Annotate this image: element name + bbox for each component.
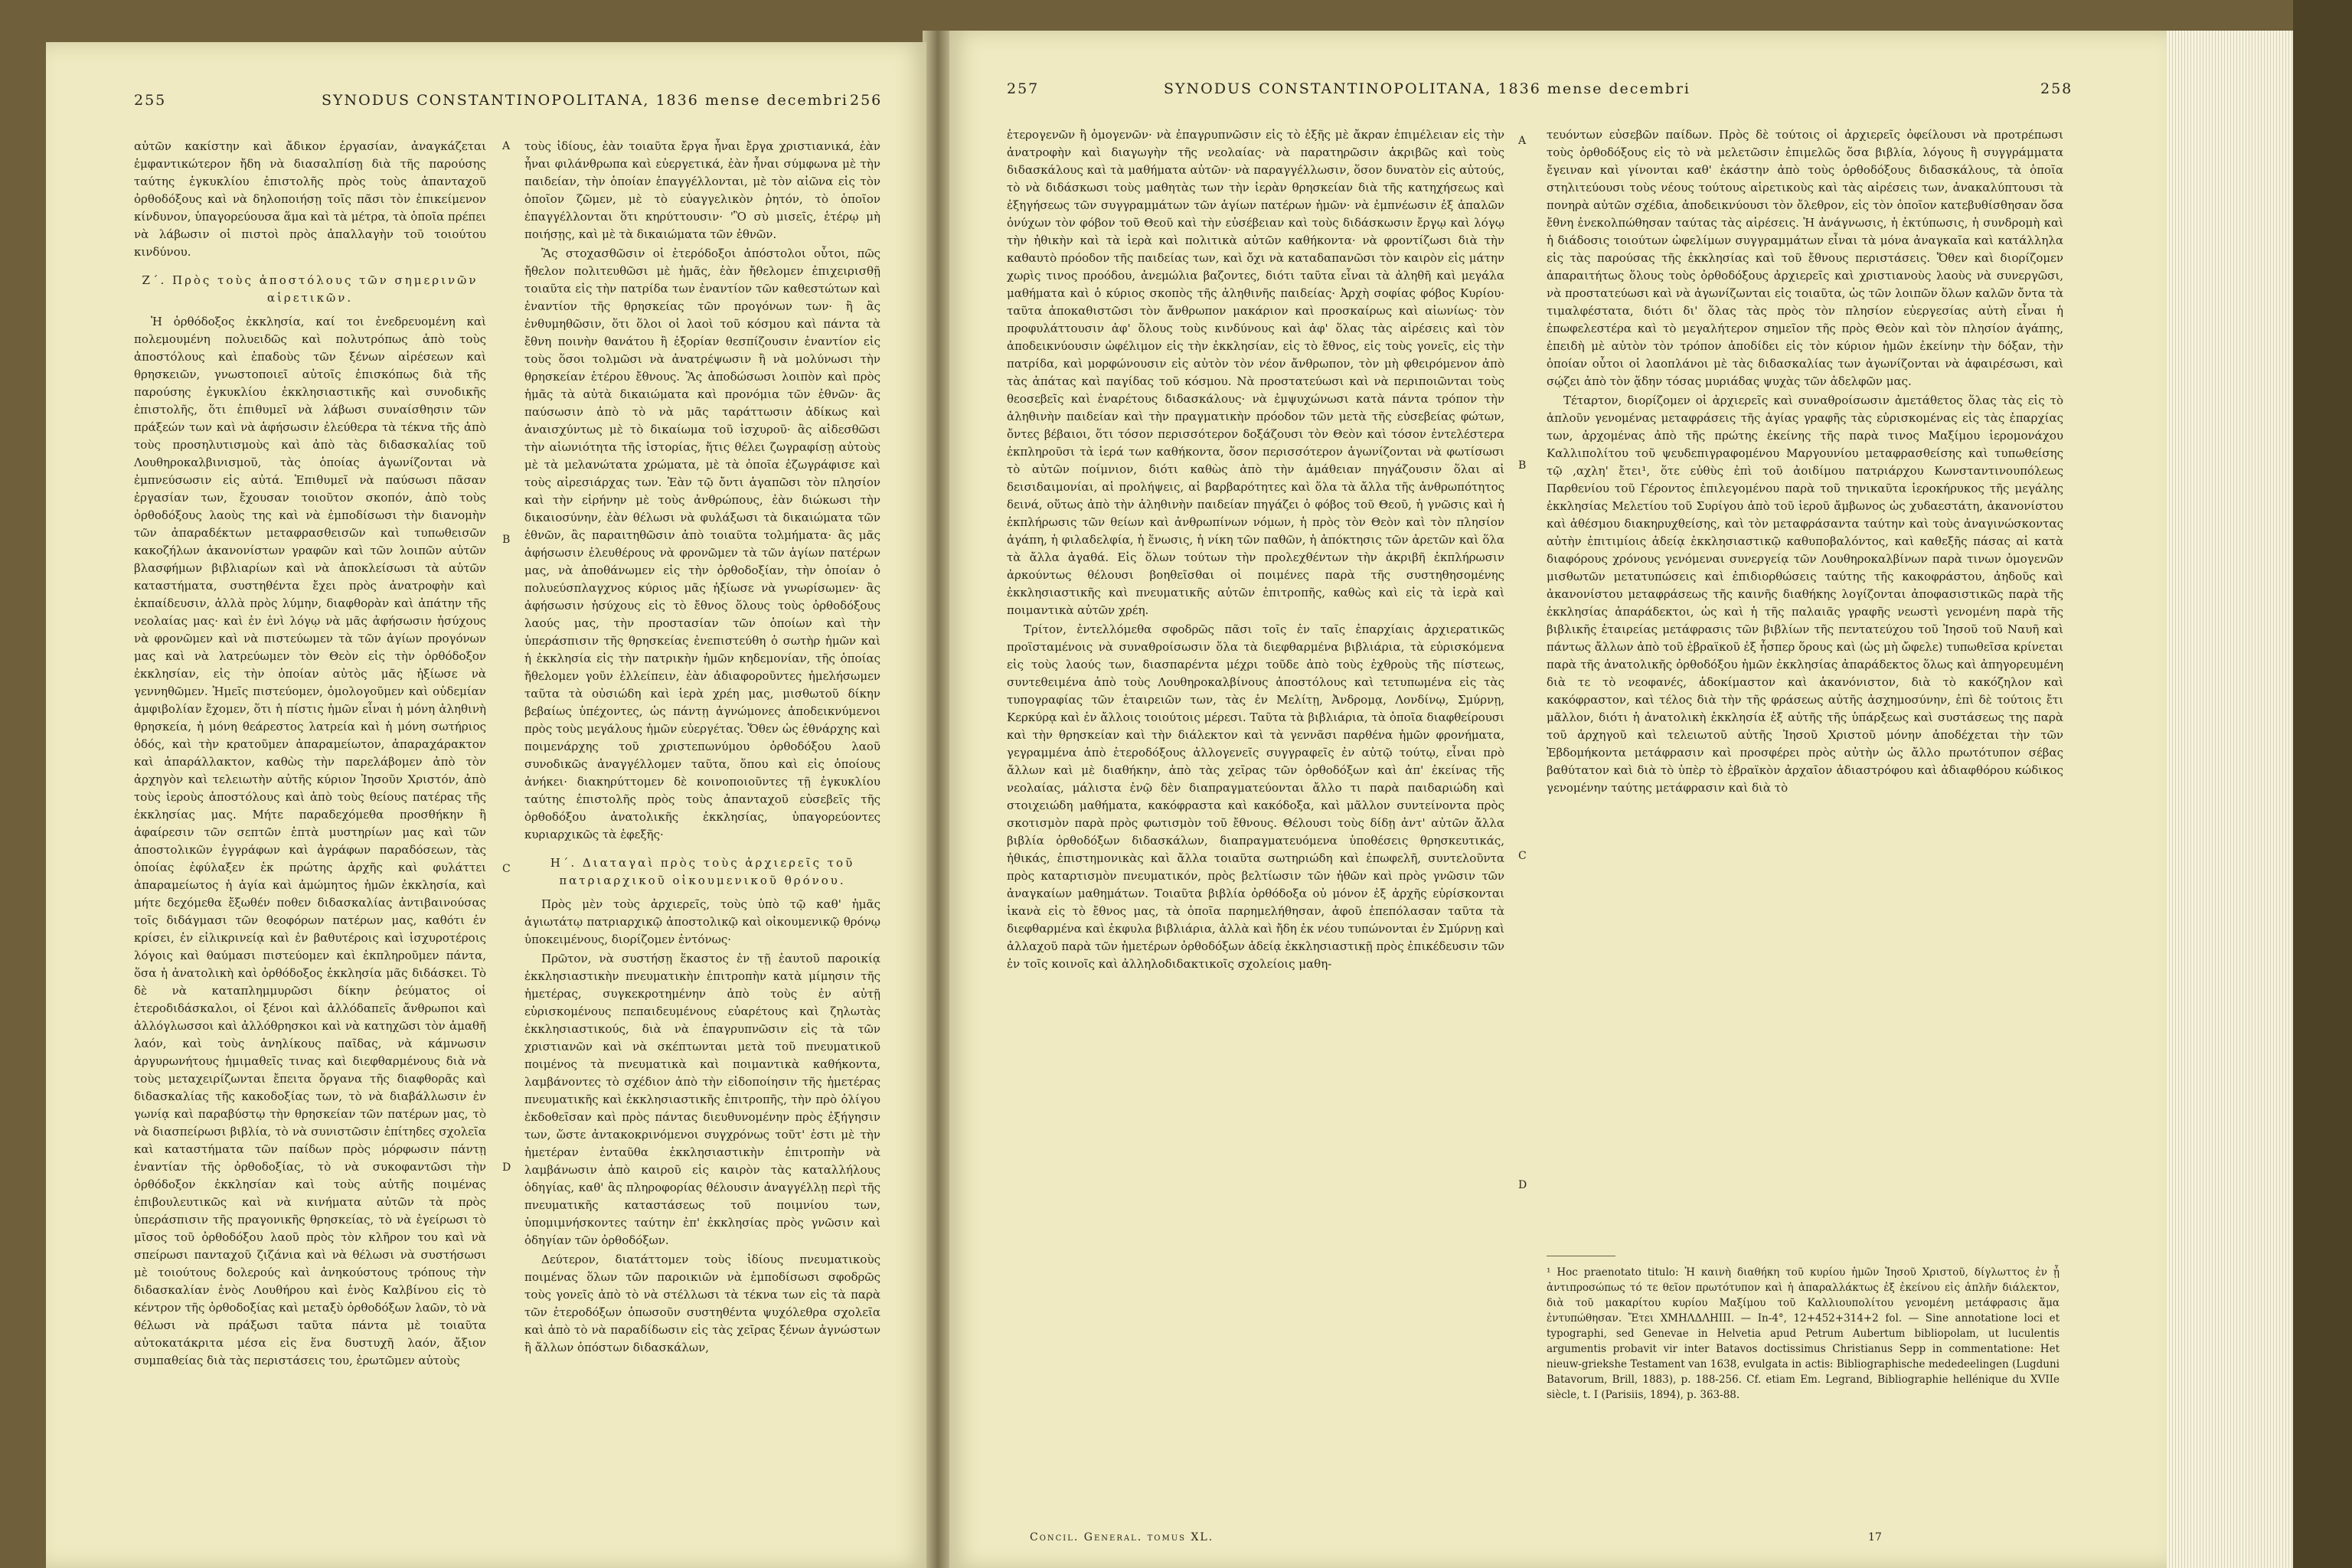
margin-letter: C xyxy=(502,863,511,875)
margin-letter: D xyxy=(502,1161,511,1174)
paragraph: τευόντων εὐσεβῶν παίδων. Πρὸς δὲ τούτοις οἱ ἀρχιερεῖς ὀφείλουσι νὰ προτρέπωσι τοὺς ὀρθοδόξους εἰς τὸ νὰ μελετῶσιν ἐπιμελῶς ὅσα βιβλία, λόγους ἢ συγγράμματα ἔγειναν καὶ γίνονται καθ' ἑκάστην ἀπὸ τοὺς ὀρθοδόξους διδασκάλους, τὰ ὁποῖα στηλιτεύουσι τοὺς νέους τούτους αἱρετικοὺς καὶ τὰς αἱρέσεις των, ἀνακαλύπτουσι τὰ πονηρὰ αὐτῶν σχέδια, ἀποδεικνύουσι τὸν ὄλεθρον, εἰς τὸν ὁποῖον κατεβυθίσθησαν ὅσα ἔθνη ἐνεκολπώθησαν ταύτας τὰς αἱρέσεις. Ἡ ἀνάγνωσις, ἡ ἐκτύπωσις, ἡ συνδρομὴ καὶ ἡ διάδοσις τοιούτων ὠφελίμων συγγραμμάτων εἶναι τὰ μόνα ἀναγκαῖα καὶ κατάλληλα εἰς τὰς παρούσας τῆς ἐκκλησίας καὶ τοῦ ἔθνους περιστάσεις. Ὅθεν καὶ διορίζομεν ἀπαραιτήτως ὅλους τοὺς ὀρθοδόξους ἀρχιερεῖς καὶ χριστιανοὺς λαοὺς νὰ συνεργῶσι, νὰ προστατεύωσι καὶ νὰ ἀγωνίζωνται εἰς τοιαῦτα, ὡς τῶν λοιπῶν ὅλων καλῶν ὄντα τὰ τιμαλφέστατα, διότι δι' ὅλας τὰς πρὸς τὸν πλησίον εὐεργεσίας αὐτὴ εἶναι ἡ ἐπωφελεστέρα καὶ τὸ μεγαλήτερον σημεῖον τῆς πρὸς Θεὸν καὶ τὸν πλησίον ἀγάπης, ἐπειδὴ μὲ αὐτὸν τὸν τρόπον ἀποδίδει εἰς τὸν κύριον ἡμῶν ἐκείνην τὴν δόξαν, τὴν ὁποίαν οὗτοι οἱ λαοπλάνοι μὲ τὰς διδασκαλίας των ἀγωνίζονται νὰ ἀφαιρέσωσι, καὶ σῴζει ἀπὸ τὸν ᾅδην τόσας μυριάδας ψυχὰς τῶν ἀδελφῶν μας. xyxy=(1547,128,2063,388)
page-number: 255 xyxy=(134,92,167,109)
paragraph: Τέταρτον, διορίζομεν οἱ ἀρχιερεῖς καὶ συναθροίσωσιν ἀμετάθετος ὅλας τὰς εἰς τὸ ἁπλοῦν γενομένας μεταφράσεις τῆς ἁγίας γραφῆς τὰς εὑρισκομένας εἰς τὰς ἐπαρχίας των, ἀρχομένας ἀπὸ τῆς πρώτης ἐκείνης τῆς παρὰ τινος Μαξίμου ἱερομονάχου Καλλιπολίτου τοῦ ψευδεπιγραφομένου Μαργουνίου μεταφρασθείσης καὶ τυπωθείσης τῷ ,αχλη' ἔτει¹, ὅτε εὐθὺς ἐπὶ τοῦ ἀοιδίμου πατριάρχου Κωνσταντινουπόλεως Παρθενίου τοῦ Γέροντος ἐπιλεγομένου παρὰ τοῦ τηνικαῦτα ἱεροκήρυκος τῆς μεγάλης ἐκκλησίας Μελετίου τοῦ Συρίγου ἀπὸ τοῦ ἱεροῦ ἄμβωνος ὡς χυδαεστάτη, ἀκανονίστου καὶ ἀθέσμου διακηρυχθείσης, καὶ τὸν μεταφράσαντα ταύτην καὶ τοὺς ἀναγινώσκοντας αὐτὴν ἐπιτιμίοις ἀδείᾳ ἐκκλησιαστικῷ καθυποβαλόντος, καὶ καθεξῆς πάσας αἱ κατὰ διαφόρους χρόνους γενόμεναι συνεργείᾳ τῶν Λουθηροκαλβίνων παρὰ τινων ὁμογενῶν μισθωτῶν μετατυπώσεις καὶ ἐπιδιορθώσεις ταύτης τῆς κακοφράστου, ἀηδοῦς καὶ ἀκανονίστου μεταφράσεως τῆς καινῆς διαθήκης λογίζονται ἀποφασιστικῶς παρὰ τῆς ἐκκλησίας ἀπαράδεκτοι, ὡς καὶ ἡ τῆς παλαιᾶς γραφῆς νεωστὶ γενομένη παρὰ τῆς βιβλικῆς ἑταιρείας μετάφρασις τῶν βιβλίων τῆς πεντατεύχου τοῦ Ἰησοῦ τοῦ Ναυῆ καὶ πάντως ἄλλων ἀπὸ τοῦ ἑβραϊκοῦ ἐξ ἧσπερ ὅρους καὶ (ὡς μὴ ὤφελε) τυπωθεῖσα κρίνεται παρὰ τῆς ἀνατολικῆς ὀρθοδόξου ἡμῶν ἐκκλησίας ἀπαράδεκτος ὅλως καὶ ἀπηγορευμένη διὰ τε τὸ νεοφανές, ἀδοκίμαστον καὶ ἀκανόνιστον, διὰ τὸ κακόζηλον καὶ κακόφραστον, καὶ τέλος διὰ τὴν τῆς φράσεως αὐτῆς ἀσχημοσύνην, ἐπὶ δὲ τούτοις ἔτι μᾶλλον, διότι ἡ ἀνατολικὴ ἐκκλησία ἐξ αὐτῆς τῆς ὑπάρξεως καὶ συστάσεως της παρὰ τοῦ ἀρχηγοῦ καὶ τελειωτοῦ αὐτῆς Ἰησοῦ Χριστοῦ μόνην ἀποδέχεται τὴν τῶν Ἑβδομήκοντα μετάφρασιν καὶ προσφέρει πρὸς αὐτὴν ὡς ἄλλο πρωτότυπον σέβας βαθύτατον καὶ διὰ τὸ ὑπὲρ τὸ ἑβραϊκὸν ἀρχαῖον ἀδιαστρόφου καὶ ἀδιαφθόρου κώδικος γενομένην ταύτης μετάφρασιν καὶ διὰ τὸ xyxy=(1547,394,2063,795)
right-page xyxy=(949,31,2167,1568)
left-page xyxy=(46,42,926,1568)
page-number: 257 xyxy=(1007,80,1040,97)
sheet-number: 17 xyxy=(1868,1531,1882,1544)
paragraph: Ἡ ὀρθόδοξος ἐκκλησία, καί τοι ἐνεδρευομένη καὶ πολεμουμένη πολυειδῶς καὶ πολυτρόπως ἀπὸ τοὺς ἀποστόλους καὶ ἐπαδοὺς τῶν ξένων αἱρέσεων καὶ θρησκειῶν, γνωστοποιεῖ αὐτοῖς ἐπισκόπως διὰ τῆς παρούσης ἐγκυκλίου ἐκκλησιαστικῆς καὶ συνοδικῆς ἐπιστολῆς, ὅτι ἐπιθυμεῖ νὰ λάβωσι συναίσθησιν τῶν πράξεών των καὶ νὰ ἀφήσωσιν ἐλεύθερα τὰ τέκνα τῆς ἀπὸ τοὺς προσηλυτισμοὺς καὶ ἀπὸ τὰς διδασκαλίας τοῦ Λουθηροκαλβινισμοῦ, τὰς ὁποίας ἀγωνίζονται νὰ ἐμπνεύσωσιν εἰς αὐτά. Ἐπιθυμεῖ νὰ παύσωσι πᾶσαν ἐργασίαν των, ἔχουσαν τοιοῦτον σκοπόν, ἀπὸ τοὺς ὀρθοδόξους λαοὺς της καὶ νὰ ἐμποδίσωσι τὴν διανομὴν τῶν ἀπαραδέκτων μεταφρασθεισῶν καὶ τυπωθεισῶν κακοζήλων ἀκανονίστων γραφῶν καὶ τῶν λοιπῶν αὐτῶν βλασφήμων βιβλιαρίων καὶ νὰ ἀποκλείσωσι τὰ αὐτῶν καταστήματα, συστηθέντα ἔχει πρὸς ἀνατροφὴν καὶ ἐκπαίδευσιν, ἀλλὰ πρὸς λύμην, διαφθορὰν καὶ ἀπάτην τῆς νεολαίας μας· καὶ ἐν ἑνὶ λόγῳ νὰ μᾶς ἀφήσωσιν ἡσύχους νὰ φρονῶμεν καὶ νὰ πιστεύωμεν τὰ τῶν ἁγίων προγόνων μας καὶ νὰ λατρεύωμεν τὸν Θεὸν εἰς τὴν ὀρθόδοξον ἐκκλησίαν, εἰς τὴν ὁποίαν αὐτὸς μᾶς ἠξίωσε νὰ γεννηθῶμεν. Ἡμεῖς πιστεύομεν, ὁμολογοῦμεν καὶ οὐδεμίαν ἀμφιβολίαν ἔχομεν, ὅτι ἡ πίστις ἡμῶν εἶναι ἡ μόνη ἀληθινὴ θρησκεία, ἡ μόνη θεάρεστος λατρεία καὶ ἡ μόνη σωτήριος ὁδός, καὶ τὴν κρατοῦμεν ἀπαραμείωτον, ἀπαραχάρακτον καὶ ἀπαράλλακτον, καθὼς τὴν παρελάβομεν ἀπὸ τὸν ἀρχηγὸν καὶ τελειωτὴν αὐτῆς κύριον Ἰησοῦν Χριστόν, ἀπὸ τοὺς ἱεροὺς ἀποστόλους καὶ ἀπὸ τοὺς θείους πατέρας τῆς ἐκκλησίας μας. Μήτε παραδεχόμεθα προσθήκην ἢ ἀφαίρεσιν τῶν σεπτῶν ἑπτὰ μυστηρίων μας καὶ τῶν ἀποστολικῶν ἐγγράφων καὶ ἀγράφων παραδόσεων, τὰς ὁποίας ἐφύλαξεν ἐκ πρώτης ἀρχῆς καὶ φυλάττει ἀπαραμείωτος ἡ ἁγία καὶ ἀμώμητος ἡμῶν ἐκκλησία, καὶ μήτε δεχόμεθα ἔξωθέν ποθεν διδασκαλίας ἀντιβαινούσας τοῖς διδάγμασι τῶν θεοφόρων πατέρων μας, καθότι ἐν κρίσει, ἐν εἰλικρινείᾳ καὶ ἐν βαθυτέροις καὶ ἰσχυροτέροις λόγοις καὶ θαύμασι πιστεύομεν καὶ ἐκπληροῦμεν πάντα, ὅσα ἡ ἀνατολικὴ καὶ ὀρθόδοξος ἐκκλησία μᾶς διδάσκει. Τὸ δὲ νὰ καταπλημμυρῶσι δίκην ῥεύματος οἱ ἑτεροδιδάσκαλοι, οἱ ξένοι καὶ ἀλλόδαπεῖς ἄνθρωποι καὶ ἀλλόγλωσσοι καὶ ἀλλόθρησκοι καὶ νὰ κατηχῶσι τὸν ἁμαθῆ λαόν, καὶ τοὺς ἀνηλίκους παῖδας, νὰ κάμνωσιν ἀργυρωνήτους ἡμιμαθεῖς τινας καὶ διεφθαρμένους διὰ νὰ τοὺς μεταχειρίζωνται ἔπειτα ὄργανα τῆς διαφθορᾶς καὶ διδασκαλίας τῆς κακοδοξίας των, τὸ νὰ διαβάλλωσιν ἐν γωνίᾳ καὶ παραβύστῳ τὴν θρησκείαν τῶν πατέρων μας, τὸ νὰ διασπείρωσι βιβλία, τὸ νὰ συνιστῶσιν ἐπίτηδες σχολεῖα καὶ καταστήματα τῶν παίδων πρὸς μόρφωσιν πάντῃ ἐναντίαν τῆς ὀρθοδοξίας, τὸ νὰ συκοφαντῶσι τὴν ὀρθόδοξον ἐκκλησίαν καὶ τοὺς αὐτῆς ποιμένας ἐπιβουλευτικῶς καὶ νὰ κινήματα αὐτῶν τὰ πρὸς ὑπεράσπισιν τῆς πραγονικῆς θρησκείας, τὸ νὰ ἐγείρωσι τὸ μῖσος τοῦ ὀρθοδόξου λαοῦ πρὸς τὸν κλῆρον του καὶ νὰ σπείρωσι πανταχοῦ ζιζάνια καὶ νὰ θέλωσι νὰ συστήσωσι μὲ τοιούτους δολερούς καὶ ἀνηκούστους τρόπους τὴν διδασκαλίαν ἑνὸς Λουθήρου καὶ ἑνὸς Καλβίνου εἰς τὸ κέντρον τῆς ὀρθοδοξίας καὶ μεταξὺ ὀρθοδόξων λαῶν, τὸ νὰ θέλωσι νὰ πράξωσι ταῦτα πάντα μὲ τοιαῦτα αὐτοκατάκριτα μέσα εἰς ἕνα δυστυχῆ λαόν, ἄξιον συμπαθείας διὰ τὰς περιστάσεις του, ἐρωτῶμεν αὐτοὺς xyxy=(134,315,486,1367)
margin-letter: B xyxy=(502,534,511,546)
page-edges xyxy=(2167,31,2293,1568)
book-gutter xyxy=(923,31,953,1568)
running-title: SYNODUS CONSTANTINOPOLITANA, 1836 mense decembri xyxy=(322,92,848,109)
paragraph: ἑτερογενῶν ἢ ὁμογενῶν· νὰ ἐπαγρυπνῶσιν εἰς τὸ ἑξῆς μὲ ἄκραν ἐπιμέλειαν εἰς τὴν ἀνατροφὴν καὶ διαγωγὴν τῆς νεολαίας· νὰ παρατηρῶσιν ἀκριβῶς καὶ τοὺς διδασκάλους καὶ τὰ μαθήματα αὐτῶν· νὰ παραγγέλλωσιν, ὅσον δυνατὸν εἰς αὐτούς, τὸ νὰ διδάσκωσι τοὺς μαθητὰς των τὴν ἱερὰν θρησκείαν διὰ τῆς κατηχήσεως καὶ ἐξηγήσεως τῶν συγγραμμάτων τῶν ἁγίων πατέρων ἡμῶν· νὰ ἐμπνέωσιν ἐξ ἁπαλῶν ὀνύχων τὸν φόβον τοῦ Θεοῦ καὶ τὴν εὐσέβειαν καὶ τοὺς διδάσκωσιν ἔργῳ καὶ λόγῳ τὴν ἠθικὴν καὶ τὰ ἱερὰ καὶ πολιτικὰ αὐτῶν καθήκοντα· νὰ φροντίζωσι διὰ τὴν καθαυτὸ πρόοδον τῆς παιδείας των, καὶ ὄχι νὰ καταδαπανῶσι τὸν καιρὸν εἰς μάτην χωρὶς τινος προόδου, ἀνεμώλια βαζοντες, διότι ταῦτα εἶναι τὰ ἀληθῆ καὶ μεγάλα μαθήματα καὶ ὁ κύριος σκοπὸς τῆς ἀληθινῆς παιδείας· Ἀρχὴ σοφίας φόβος Κυρίου· ταῦτα ἀποκαθιστῶσι τὸν ἄνθρωπον μακάριον καὶ προσκαίρως καὶ αἰωνίως· τὸν προφυλάττουσιν ἀφ' ὅλους τοὺς κινδύνους καὶ ἀφ' ὅλας τὰς αἱρέσεις καὶ τὸν ἀποδεικνύουσιν ὠφέλιμον εἰς τὴν ἐκκλησίαν, εἰς τὸ ἔθνος, εἰς τοὺς γονεῖς, εἰς τὴν πατρίδα, καὶ μορφώνουσιν εἰς αὐτὸν τὸν νέον ἄνθρωπον, τὸν μὴ φθειρόμενον ἀπὸ τὰς ἀπάτας καὶ παγίδας τοῦ κόσμου. Νὰ προστατεύωσι καὶ νὰ περιποιῶνται τοὺς θεοσεβεῖς καὶ ἐναρέτους διδασκάλους· νὰ ἐμψυχώνωσι κατὰ πάντα τρόπον τὴν ἀληθινὴν παιδείαν καὶ τὴν πραγματικὴν πρόοδον τῶν μετὰ τῆς εὐσεβείας φώτων, ὄντες βέβαιοι, ὅτι τόσον περισσότερον δοξάζουσι τὸν Θεὸν καὶ τόσον ἐντελέστερα ἐκπληροῦσι τὰ ἱερά των καθήκοντα, ὅσον περισσότερον ἀγωνίζονται νὰ φωτίσωσι τὸ αὐτῶν ποίμνιον, διότι καθὼς ἀπὸ τὴν ἀμάθειαν πηγάζουσιν ὅλαι αἱ δεισιδαιμονίαι, αἱ προλήψεις, αἱ βαρβαρότητες καὶ ὅλα τὰ ἄλλα τῆς ἀνθρωπότητος δεινά, οὕτως ἀπὸ τὴν ἀληθινὴν παιδείαν πηγάζει ὁ φόβος τοῦ Θεοῦ, ἡ γνῶσις καὶ ἡ ἐκπλήρωσις τῶν θείων καὶ ἀνθρωπίνων νόμων, ἡ πρὸς τὸν Θεὸν καὶ τὸν πλησίον ἀγάπη, ἡ φιλαδελφία, ἡ ἕνωσις, ἡ νίκη τῶν παθῶν, ἡ ἀπόκτησις τῶν ἀρετῶν καὶ ὅλα τὰ ἄλλα ἀγαθά. Εἰς ὅλων τούτων τὴν προλεχθέντων τὴν ἀκριβῆ ἐκπλήρωσιν ἀρκούντως θέλουσι βοηθεῖσθαι οἱ ποιμένες παρὰ τῆς συστηθησομένης ἐκκλησιαστικῆς καὶ πνευματικῆς αὐτῶν ἐπιτροπῆς, καθὼς καὶ εἰς τὰ ἱερὰ καὶ ποιμαντικὰ αὐτῶν χρέη. xyxy=(1007,128,1504,617)
paragraph: Δεύτερον, διατάττομεν τοὺς ἰδίους πνευματικοὺς ποιμένας ὅλων τῶν παροικιῶν νὰ ἐμποδίσωσι σφοδρῶς τοὺς γονεῖς ἀπὸ τὸ νὰ στέλλωσι τὰ τέκνα των εἰς τὰ παρὰ τῶν ἑτεροδόξων ὁπωσοῦν συστηθέντα ψυχόλεθρα σχολεῖα καὶ ἀπὸ τὸ νὰ παραδίδωσιν εἰς τὰς χεῖρας ξένων ἀγνώστων ἢ ἄλλων ὁπόστων διδασκάλων, xyxy=(524,1253,880,1354)
paragraph: Πρὸς μὲν τοὺς ἀρχιερεῖς, τοὺς ὑπὸ τῷ καθ' ἡμᾶς ἁγιωτάτῳ πατριαρχικῷ ἀποστολικῷ καὶ οἰκουμενικῷ θρόνῳ ὑποκειμένους, διορίζομεν ἐντόνως· xyxy=(524,897,880,946)
margin-letter: B xyxy=(1518,459,1527,472)
margin-letter: A xyxy=(1518,135,1527,147)
footnote: ¹ Hoc praenotato titulo: Ἡ καινὴ διαθήκη τοῦ κυρίου ἡμῶν Ἰησοῦ Χριστοῦ, δίγλωττος ἐν ᾗ ἀντιπροσώπως τό τε θεῖον πρωτότυπον καὶ ἡ ἀπαραλλάκτως ἐξ ἐκείνου εἰς ἁπλῆν διάλεκτον, διὰ τοῦ μακαρίτου κυρίου Μαξίμου τοῦ Καλλιουπολίτου γενομένη μετάφρασις ἅμα ἐντυπώθησαν. Ἔτει ΧΜΗΛΔΛΗΙΙΙ. — In-4°, 12+452+314+2 fol. — Sine annotatione loci et typographi, sed Genevae in Helvetia apud Petrum Aubertum bibliopolam, ut luculentis argumentis probavit vir inter Batavos doctissimus Christianus Sepp in commentatione: Het nieuw-griekshe Testament van 1638, evulgata in actis: Bibliographische mededeelingen (Lugduni Batavorum, Brill, 1883), p. 188-256. Cf. etiam Em. Legrand, Bibliographie hellénique du XVIIe siècle, t. I (Parisiis, 1894), p. 363-88. xyxy=(1547,1266,2060,1401)
running-head xyxy=(949,73,2167,103)
text-column-left xyxy=(134,138,486,1371)
paragraph: Τρίτον, ἐντελλόμεθα σφοδρῶς πᾶσι τοῖς ἐν ταῖς ἐπαρχίαις ἀρχιερατικῶς προϊσταμένοις νὰ συναθροίσωσιν ὅλα τὰ διεφθαρμένα βιβλιάρια, τὰ εὑρισκόμενα εἰς τοὺς λαούς των, διασπαρέντα μέχρι τοῦδε ἀπὸ τοὺς ἐχθροὺς τῆς πίστεως, συντεθειμένα ἀπὸ τοὺς Λουθηροκαλβίνους ἀποστόλους καὶ τετυπωμένα εἰς τὰς τυπογραφίας τῶν ἑταιρειῶν των, τὰς ἐν Μελίτῃ, Ἀνδρομᾳ, Λονδίνῳ, Σμύρνῃ, Κερκύρᾳ καὶ ἐν ἄλλοις τοιούτοις μέρεσι. Ταῦτα τὰ βιβλιάρια, τὰ ὁποῖα διαφθείρουσι καὶ τὴν θρησκείαν καὶ τὴν διάλεκτον καὶ τὰ γεννᾶσι παρθένα ἡμῶν φρονήματα, γεγραμμένα ἀπὸ ἑτεροδόξους ἀλλογενεῖς συγγραφεῖς ἐν αὐτῷ τούτῳ, εἶναι πρὸ ἄλλων καὶ μὲ διαθήκην, ἀπὸ τὰς χεῖρας τῶν ὀρθοδόξων καὶ ἀπ' ἐκείνας τῆς νεολαίας, μάλιστα ἐνῷ δὲν διαπραγματεύονται ἄλλο τι παρὰ παιδαριώδη καὶ στοιχειώδη μαθήματα, κακόφραστα καὶ κακόδοξα, καὶ μᾶλλον συντείνοντα πρὸς σκοτισμὸν παρὰ πρὸς φωτισμὸν τοῦ ἔθνους. Θέλουσι τοὺς δίδῃ ἀντ' αὐτῶν ἄλλα βιβλία ὀρθοδόξων διδασκάλων, διαπραγματευόμενα ὑποθέσεις θρησκευτικάς, ἠθικάς, ἐπιστημονικὰς καὶ ἄλλα τοιαῦτα σωτηριώδη καὶ ἐπωφελῆ, συντελοῦντα πρὸς καταρτισμὸν πνευματικόν, πρὸς βελτίωσιν τῶν ἠθῶν καὶ πρὸς γνῶσιν τῶν ἀναγκαίων μαθημάτων. Τοιαῦτα βιβλία ὀρθόδοξα οὐ μόνον ἐξ ἀρχῆς εὑρίσκονται ἱκανὰ εἰς τὸ ἔθνος μας, τὰ ὁποῖα παρημελήθησαν, ἀφοῦ ἐπεπόλασαν ταῦτα τὰ διεφθαρμένα καὶ ἐκφυλα βιβλιάρια, ἀλλὰ καὶ ἤδη ἐκ νέου τυπώνονται ἐν Σμύρνῃ καὶ ἀλλαχοῦ παρὰ τῶν ἡμετέρων ὀρθοδόξων ἀδείᾳ ἐκκλησιαστικῇ πρὸς ἐπικέδευσιν τῶν ἐν τοῖς κοινοῖς καὶ ἀλληλοδιδακτικοῖς σχολείοις μαθη- xyxy=(1007,622,1504,971)
background-shadow xyxy=(2293,0,2352,1568)
text-column-right xyxy=(524,138,880,1358)
running-head xyxy=(46,84,926,115)
page-number: 256 xyxy=(850,92,883,109)
section-heading: Ζ΄. Πρὸς τοὺς ἀποστόλους τῶν σημερινῶν αἱρετικῶν. xyxy=(142,273,479,305)
signature-line: Concil. General. tomus XL. xyxy=(1030,1531,1214,1544)
section-heading: Η΄. Διαταγαὶ πρὸς τοὺς ἀρχιερεῖς τοῦ πατριαρχικοῦ οἰκουμενικοῦ θρόνου. xyxy=(550,856,855,887)
paragraph: Πρῶτον, νὰ συστήσῃ ἕκαστος ἐν τῇ ἑαυτοῦ παροικίᾳ ἐκκλησιαστικὴν πνευματικὴν ἐπιτροπὴν κατὰ μίμησιν τῆς ἡμετέρας, συγκεκροτημένην ἀπὸ τοὺς ἐν αὐτῇ εὑρισκομένους πεπαιδευμένους εὐαρέτους καὶ ζηλωτὰς ἐκκλησιαστικούς, διὰ νὰ ἐπαγρυπνῶσιν εἰς τὰ τῶν χριστιανῶν καὶ νὰ σκέπτωνται μετὰ τοῦ πνευματικοῦ ποιμένος τὰ πνευματικὰ καὶ ποιμαντικὰ καθήκοντα, λαμβάνοντες τὸ σχέδιον ἀπὸ τὴν εἰδοποίησιν τῆς ἡμετέρας πνευματικῆς καὶ ἐκκλησιαστικῆς ἐπιτροπῆς, τὴν πρὸ ὀλίγου ἐκδοθεῖσαν καὶ πρὸς πάντας διευθυνομένην πρὸς ἐξήγησιν των, ὥστε ἀντακοκρινόμενοι συγχρόνως τοῦτ' ἐστι μὲ τὴν ἡμετέραν ἐνταῦθα ἐκκλησιαστικὴν ἐπιτροπὴν νὰ λαμβάνωσιν ἀπὸ καιροῦ εἰς καιρὸν τὰς καταλλήλους ὁδηγίας, καθ' ἃς πληροφορίας θέλουσιν ἀναγγέλλῃ περὶ τῆς πνευματικῆς καταστάσεως τοῦ ποιμνίου των, ὑπομιμνήσκοντες ταύτην ἐπ' ἐκκλησίας πρὸς γνῶσιν καὶ ὁδηγίαν τῶν ὀρθοδόξων. xyxy=(524,952,880,1247)
paragraph: τοὺς ἰδίους, ἐὰν τοιαῦτα ἔργα ἦναι ἔργα χριστιανικά, ἐὰν ἦναι φιλάνθρωπα καὶ εὐεργετικά, ἐὰν ἦναι σύμφωνα μὲ τὴν παιδείαν, τὴν ὁποίαν ἐπαγγέλλονται, μὲ τὸν αἰῶνα εἰς τὸν ὁποῖον ζῶμεν, μὲ τὸ εὐαγγελικὸν ῥητόν, τὸ ὁποῖον ἐπαγγέλλονται ὅτι κηρύττουσιν· 'Ὃ σὺ μισεῖς, ἑτέρῳ μὴ ποιήσῃς, καὶ μὲ τὰ δικαιώματα τῶν ἐθνῶν. xyxy=(524,139,880,241)
paragraph: αὐτῶν κακίστην καὶ ἄδικον ἐργασίαν, ἀναγκάζεται ἐμφαντικώτερον ἤδη νὰ διασαλπίσῃ διὰ τῆς παρούσης ταύτης ἐγκυκλίου ἐπιστολῆς πρὸς τοὺς ἁπανταχοῦ ὀρθοδόξους καὶ νὰ δηλοποιήσῃ τοῖς πᾶσι τὸν ἐπικείμενον κίνδυνον, ὑπαγορεύουσα ἅμα καὶ τὰ μέτρα, τὰ ὁποῖα πρέπει νὰ λάβωσιν οἱ πιστοὶ πρὸς ἀπαλλαγὴν τοῦ τοιούτου κινδύνου. xyxy=(134,139,486,259)
paragraph: Ἂς στοχασθῶσιν οἱ ἑτερόδοξοι ἀπόστολοι οὗτοι, πῶς ἤθελον πολιτευθῶσι μὲ ἡμᾶς, ἐὰν ἤθελομεν ἐπιχειρισθῇ τοιαῦτα εἰς τὴν πατρίδα των ἐναντίον τῶν καθεστώτων καὶ ἐναντίον τῆς θρησκείας τῶν προγόνων των· ἢ ἂς ἐνθυμηθῶσιν, ὅτι ὅλοι οἱ λαοὶ τοῦ κόσμου καὶ πάντα τὰ ἔθνη ποινὴν θανάτου ἢ ἐξορίαν θεσπίζουσιν ἐναντίον εἰς τοὺς ὅσοι τολμῶσι νὰ ἀνατρέψωσιν ἢ νὰ μολύνωσι τὴν θρησκείαν ἑτέρου ἔθνους. Ἂς ἀποδώσωσι λοιπὸν καὶ πρὸς ἡμᾶς τὰ αὐτὰ δικαιώματα καὶ προνόμια τῶν ἐθνῶν· ἂς παύσωσιν ἀπὸ τὸ νὰ μᾶς ταράττωσιν ἀδίκως καὶ ἀναισχύντως μὲ τὸ δικαίωμα τοῦ ἰσχυροῦ· ἂς αἰδεσθῶσι τὴν αἰωνιότητα τῆς ἱστορίας, ἥτις θέλει ζωγραφίσῃ αὐτοὺς μὲ τὰ μελανώτατα χρώματα, μὲ τὰ ὁποῖα ἐζωγράφισε καὶ τοὺς αἱρεσιάρχας των. Ἐὰν τῷ ὄντι ἀγαπῶσι τὸν πλησίον καὶ τὴν εἰρήνην μὲ τοὺς ἀνθρώπους, ἐὰν διώκωσι τὴν δικαιοσύνην, ἐὰν θέλωσι νὰ φυλάξωσι τὰ δικαιώματα τῶν ἐθνῶν, ἂς παραιτηθῶσιν ἀπὸ τοιαῦτα τολμήματα· ἂς μᾶς ἀφήσωσιν ἐλευθέρους νὰ φρονῶμεν τὰ τῶν ἁγίων πατέρων μας, νὰ ἀποθάνωμεν εἰς τὴν ὀρθοδοξίαν, τὴν ὁποίαν ὁ πολυεύσπλαγχνος κύριος μᾶς ἠξίωσε νὰ γνωρίσωμεν· ἂς ἀφήσωσιν ἡσύχους εἰς τὸ ἔθνος ὅλους τοὺς ὀρθοδόξους λαούς μας, τὴν προστασίαν τῶν ὁποίων καὶ τὴν ὑπεράσπισιν τῆς θρησκείας ἐνεπιστεύθη ὁ σωτὴρ ἡμῶν καὶ ἡ ἐκκλησία εἰς τὴν πατρικὴν ἡμῶν κηδεμονίαν, τῆς ὁποίας ἤθελομεν γοῦν ἐλλείπειν, ἐὰν ἀδιαφοροῦντες ἠμελήσωμεν ταῦτα τὰ οὐσιώδη καὶ ἱερὰ χρέη μας, μισθωτοῦ δίκην βεβαίως ὑπέχοντες, ὡς πάντῃ ἀγνώμονες ἀποδεικνύμενοι πρὸς τοὺς μεγάλους ἡμῶν εὐεργέτας. Ὅθεν ὡς ἐθνάρχης καὶ ποιμενάρχης τοῦ χριστεπωνύμου ὀρθοδόξου λαοῦ συνοδικῶς ἀναγγέλλομεν ταῦτα, ὅπου καὶ εἰς ὁποίους ἀνήκει· διακηρύττομεν δὲ κοινοποιοῦντες τῇ ἐγκυκλίου ταύτης ἐπιστολῆς πρὸς τοὺς ἁπανταχοῦ εὐσεβεῖς τῆς ὀρθοδόξου ἀνατολικῆς ἐκκλησίας, ὑπαγορεύοντες κυριαρχικῶς τὰ ἐφεξῆς· xyxy=(524,247,880,841)
running-title: SYNODUS CONSTANTINOPOLITANA, 1836 mense decembri xyxy=(1164,80,1690,97)
margin-letter: C xyxy=(1518,850,1527,862)
margin-letter: A xyxy=(502,140,511,152)
text-column-left xyxy=(1007,126,1504,975)
margin-letter: D xyxy=(1518,1179,1527,1191)
text-column-right xyxy=(1547,126,2063,799)
page-number: 258 xyxy=(2040,80,2073,97)
